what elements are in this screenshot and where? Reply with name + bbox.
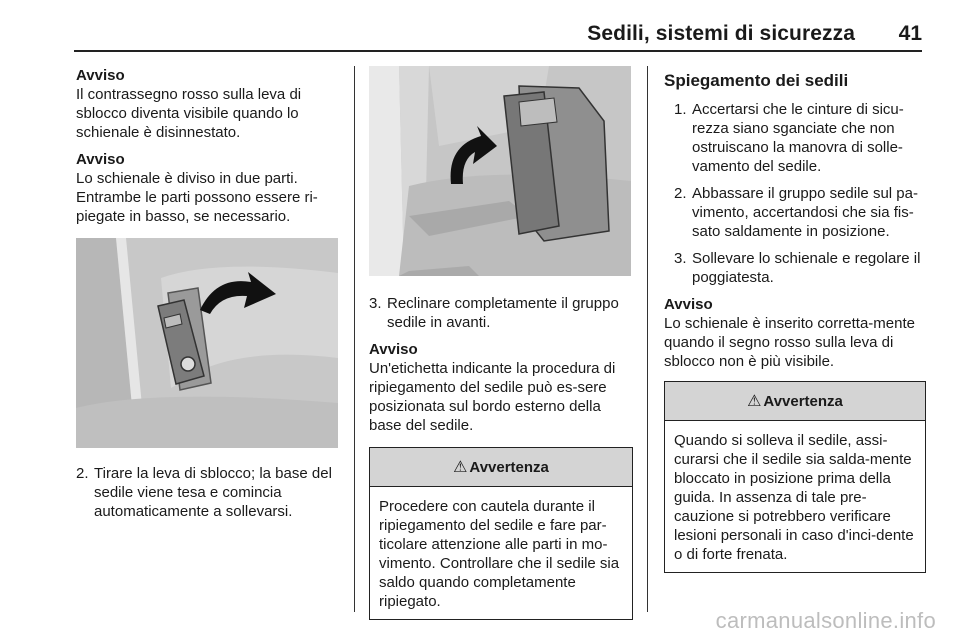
- note-block: [76, 150, 342, 226]
- warning-header: [370, 448, 632, 487]
- note-text: Il contrassegno rosso sulla leva di sblocco diventa visibile quando lo schienale è disinnestato.: [76, 86, 302, 141]
- instruction-step: [674, 249, 926, 287]
- instruction-step: [674, 184, 926, 241]
- warning-header: [665, 382, 925, 421]
- watermark: carmanualsonline.info: [715, 608, 936, 633]
- note-text: Un'etichetta indicante la procedura di ripiegamento del sedile può es-sere posizionata sul bordo esterno della base del sedile.: [369, 360, 616, 434]
- note-text: Lo schienale è inserito corretta-mente quando il segno rosso sulla leva di sblocco non è più visibile.: [664, 315, 915, 370]
- page-number: 41: [898, 22, 922, 45]
- note-title: Avviso: [76, 151, 125, 168]
- folded-seat-figure: [369, 66, 631, 276]
- release-lever-illustration: [76, 238, 338, 448]
- step-number: 2.: [674, 185, 687, 202]
- note-title: Avviso: [76, 67, 125, 84]
- column-3: [664, 66, 926, 573]
- warning-text: Quando si solleva il sedile, assi-curarsi che il sedile sia salda-mente bloccato in posizione prima della guida. In assenza di tale pre-cauzione si potrebbero verificare lesioni personali in caso d'inci-dente o di forte frenata.: [674, 432, 914, 563]
- note-title: Avviso: [369, 341, 418, 358]
- column-divider: [354, 66, 355, 612]
- folded-seat-illustration: [369, 66, 631, 276]
- section-title: Spiegamento dei sedili: [664, 71, 849, 90]
- step-text: Accertarsi che le cinture di sicu-rezza siano sganciate che non ostruiscano la manovra di solle-vamento del sedile.: [692, 101, 904, 175]
- step-text: Tirare la leva di sblocco; la base del sedile viene tesa e comincia automaticamente a sollevarsi.: [94, 465, 332, 520]
- page-title: Sedili, sistemi di sicurezza: [587, 22, 855, 45]
- note-block: [76, 66, 342, 142]
- column-divider: [647, 66, 648, 612]
- step-text: Reclinare completamente il gruppo sedile in avanti.: [387, 295, 619, 331]
- step-text: Sollevare lo schienale e regolare il poggiatesta.: [692, 250, 921, 286]
- page-header: [0, 0, 960, 50]
- step-text: Abbassare il gruppo sedile sul pa-vimento, accertandosi che sia fis-sato saldamente in posizione.: [692, 185, 918, 240]
- instruction-step: [674, 100, 926, 176]
- warning-triangle-icon: ⚠: [747, 393, 762, 410]
- instruction-step: [76, 464, 342, 521]
- release-lever-figure: [76, 238, 338, 448]
- step-number: 3.: [369, 295, 382, 312]
- warning-triangle-icon: ⚠: [453, 459, 468, 476]
- note-block: [369, 340, 633, 435]
- warning-text: Procedere con cautela durante il ripiegamento del sedile e fare par-ticolare attenzione alle parti in mo-vimento. Controllare che il sedile sia saldo quando completamente ripiegato.: [379, 498, 620, 610]
- warning-box: [664, 381, 926, 573]
- note-title: Avviso: [664, 296, 713, 313]
- step-number: 3.: [674, 250, 687, 267]
- header-rule: [74, 50, 922, 52]
- step-number: 1.: [674, 101, 687, 118]
- step-number: 2.: [76, 465, 89, 482]
- warning-box: [369, 447, 633, 620]
- warning-title: Avvertenza: [469, 458, 549, 476]
- column-2: [369, 66, 633, 620]
- note-block: [664, 295, 926, 371]
- note-text: Lo schienale è diviso in due parti. Entrambe le parti possono essere ri-piegate in basso, se necessario.: [76, 170, 318, 225]
- instruction-step: [369, 294, 633, 332]
- column-1: [76, 66, 342, 529]
- warning-title: Avvertenza: [763, 392, 843, 410]
